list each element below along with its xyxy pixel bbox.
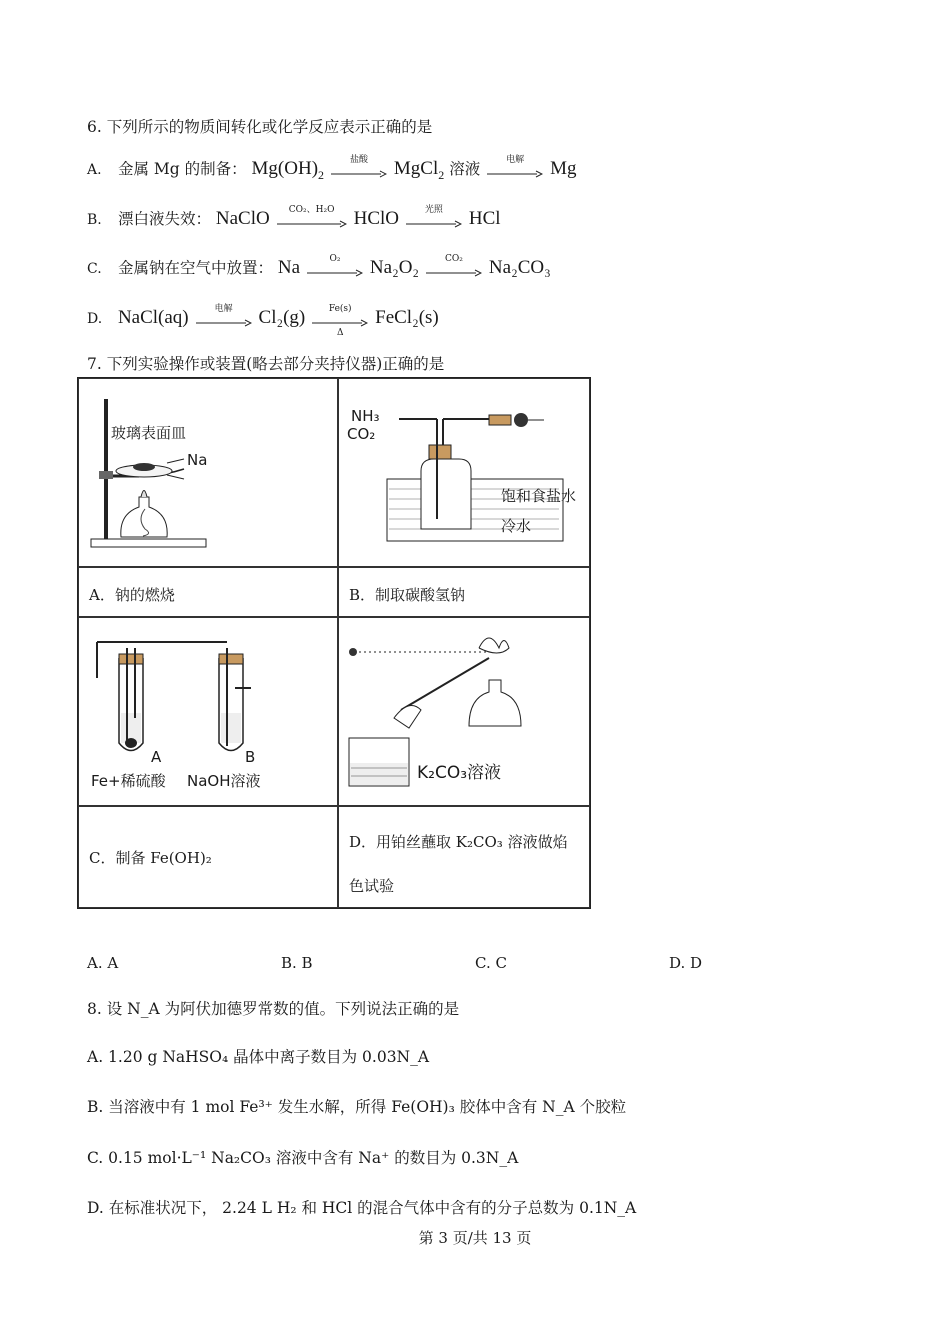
reaction-arrow: 光照 <box>406 209 462 231</box>
reaction-arrow: Fe(s) Δ <box>312 308 368 330</box>
reaction-arrow: 电解 <box>196 308 252 330</box>
reaction-arrow: 盐酸 <box>331 159 387 181</box>
q8-stem: 8. 设 N_A 为阿伏加德罗常数的值。下列说法正确的是 <box>87 1000 460 1018</box>
q7-choice-a[interactable]: A. A <box>87 954 119 972</box>
cell-d-caption: D．用铂丝蘸取 K₂CO₃ 溶液做焰 色试验 <box>338 806 590 908</box>
cell-a-figure: 玻璃表面皿 Na <box>78 378 338 567</box>
q6-option-a[interactable]: A. 金属 Mg 的制备： $Mg(OH)_2$ 盐酸 MgCl$_2$ 溶液 电解 Mg <box>87 155 577 182</box>
q7-choice-b[interactable]: B. B <box>281 954 313 972</box>
q7-figure-grid <box>77 377 591 909</box>
q8-option-c[interactable]: C. 0.15 mol·L⁻¹ Na₂CO₃ 溶液中含有 Na⁺ 的数目为 0.3N_A <box>87 1149 519 1167</box>
cell-c-caption: C．制备 Fe(OH)₂ <box>78 806 338 908</box>
reaction-arrow: CO₂ <box>426 258 482 280</box>
sodium-combustion-apparatus <box>79 379 337 566</box>
reaction-arrow: CO₂、H₂O <box>277 209 347 231</box>
q7-choice-d[interactable]: D. D <box>669 954 703 972</box>
q6-stem: 6. 下列所示的物质间转化或化学反应表示正确的是 <box>87 118 433 136</box>
cell-a-caption: A．钠的燃烧 <box>78 567 338 617</box>
q8-option-d[interactable]: D. 在标准状况下， 2.24 L H₂ 和 HCl 的混合气体中含有的分子总数为 0.1N_A <box>87 1199 637 1217</box>
q8-option-b[interactable]: B. 当溶液中有 1 mol Fe³⁺ 发生水解，所得 Fe(OH)₃ 胶体中含有 N_A 个胶粒 <box>87 1098 627 1116</box>
reaction-arrow: O₂ <box>307 258 363 280</box>
cell-d-figure: K₂CO₃溶液 <box>338 617 590 806</box>
q6-option-b[interactable]: B. 漂白液失效： NaClO CO₂、H₂O HClO 光照 HCl <box>87 205 501 229</box>
q8-option-a[interactable]: A. 1.20 g NaHSO₄ 晶体中离子数目为 0.03N_A <box>87 1048 430 1066</box>
q7-choice-c[interactable]: C. C <box>475 954 507 972</box>
eye-icon <box>349 648 357 656</box>
cell-c-figure: A B Fe+稀硫酸 NaOH溶液 <box>78 617 338 806</box>
page-footer: 第 3 页/共 13 页 <box>418 1229 532 1247</box>
q7-stem: 7. 下列实验操作或装置(略去部分夹持仪器)正确的是 <box>87 355 445 373</box>
formula: $Mg(OH)_2$ <box>251 158 325 182</box>
q6-option-c[interactable]: C. 金属钠在空气中放置： Na O₂ Na₂O₂ CO₂ Na₂CO₃ <box>87 254 551 278</box>
q6-option-d[interactable]: D. NaCl(aq) 电解 Cl₂(g) Fe(s) Δ FeCl₂(s) <box>87 304 439 338</box>
cell-b-caption: B．制取碳酸氢钠 <box>338 567 590 617</box>
reaction-arrow: 电解 <box>487 159 543 181</box>
cell-b-figure: NH₃ CO₂ 饱和食盐水 冷水 <box>338 378 590 567</box>
